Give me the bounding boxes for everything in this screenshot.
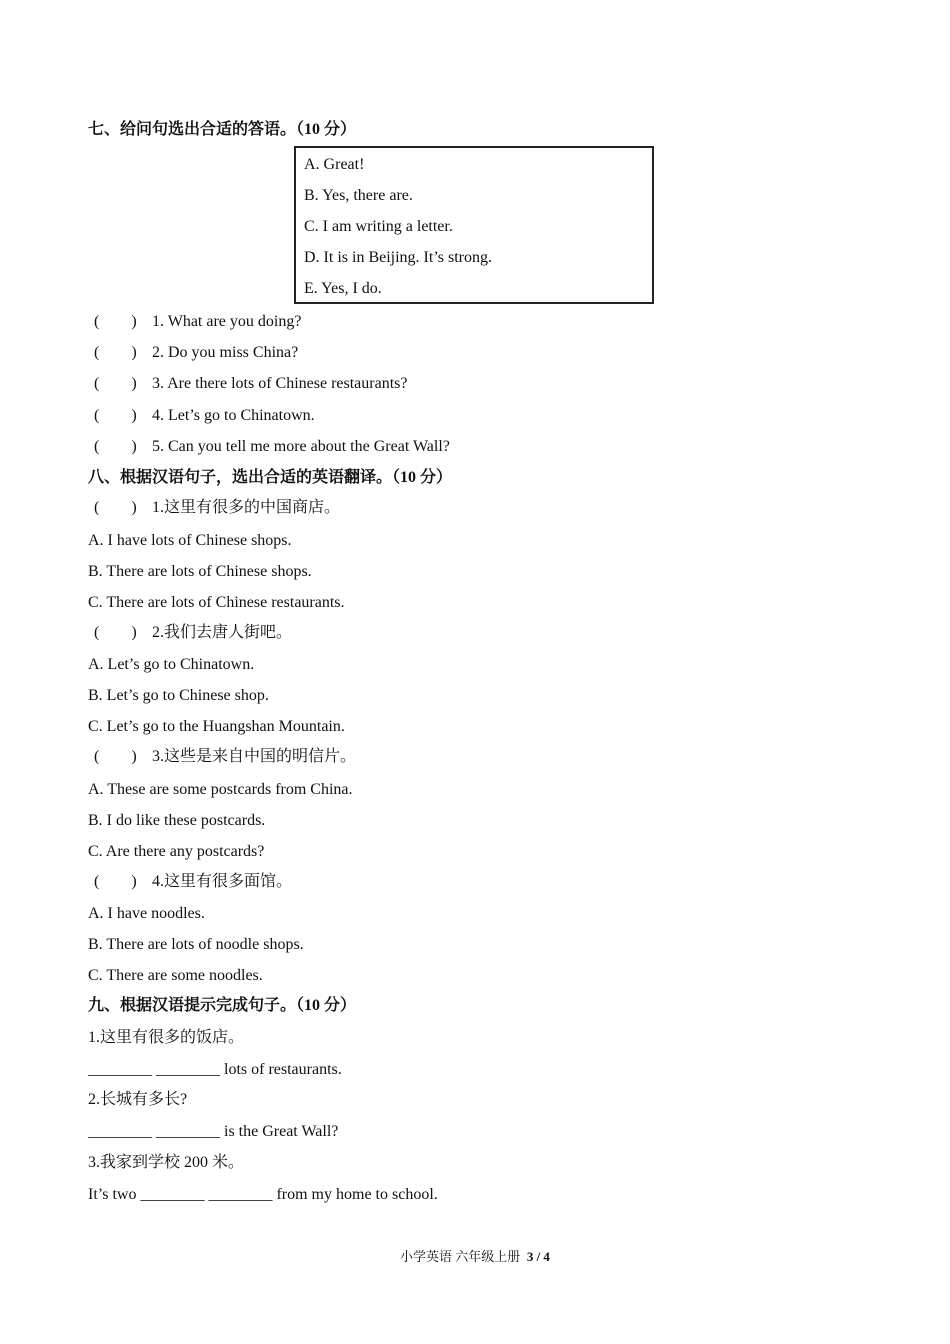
page-footer	[0, 1246, 950, 1265]
prompt-text: 2.我们去唐人街吧。	[152, 624, 293, 641]
translation-option: C. Are there any postcards?	[88, 843, 265, 860]
footer-subject: 小学英语 六年级上册	[400, 1249, 521, 1264]
translation-option: C. Let’s go to the Huangshan Mountain.	[88, 718, 345, 735]
completion-prompt: 3.我家到学校 200 米。	[88, 1154, 245, 1171]
translation-prompt	[94, 747, 356, 767]
translation-prompt	[94, 623, 292, 643]
answer-blank[interactable]: ( )	[94, 375, 137, 392]
question-row	[94, 343, 298, 363]
translation-option: A. Let’s go to Chinatown.	[88, 656, 255, 673]
answer-blank[interactable]: ( )	[94, 748, 137, 765]
prompt-text: 1.这里有很多的中国商店。	[152, 499, 341, 516]
translation-option: C. There are some noodles.	[88, 967, 263, 984]
translation-option: B. There are lots of Chinese shops.	[88, 563, 312, 580]
section-7-heading: 七、给问句选出合适的答语。（10 分）	[88, 121, 357, 138]
answer-blank[interactable]: ( )	[94, 407, 137, 424]
question-row	[94, 374, 407, 394]
translation-option: B. There are lots of noodle shops.	[88, 936, 304, 953]
answer-option-e: E. Yes, I do.	[304, 280, 382, 297]
question-row	[94, 312, 301, 332]
question-row	[94, 406, 315, 426]
answer-options-box	[294, 146, 654, 304]
completion-prompt: 1.这里有很多的饭店。	[88, 1029, 245, 1046]
answer-option-a: A. Great!	[304, 156, 365, 173]
completion-answer-line[interactable]: ________ ________ lots of restaurants.	[88, 1061, 342, 1078]
answer-blank[interactable]: ( )	[94, 499, 137, 516]
question-text: 4. Let’s go to Chinatown.	[152, 407, 315, 424]
question-text: 3. Are there lots of Chinese restaurants?	[152, 375, 408, 392]
translation-prompt	[94, 872, 292, 892]
question-text: 2. Do you miss China?	[152, 344, 299, 361]
answer-blank[interactable]: ( )	[94, 624, 137, 641]
translation-option: A. I have noodles.	[88, 905, 205, 922]
answer-option-d: D. It is in Beijing. It’s strong.	[304, 249, 492, 266]
translation-option: C. There are lots of Chinese restaurants.	[88, 594, 345, 611]
page-number: 3 / 4	[526, 1249, 550, 1264]
question-text: 1. What are you doing?	[152, 313, 302, 330]
section-9-heading: 九、根据汉语提示完成句子。（10 分）	[88, 997, 357, 1014]
completion-answer-line[interactable]: It’s two ________ ________ from my home to school.	[88, 1186, 438, 1203]
completion-prompt: 2.长城有多长?	[88, 1091, 188, 1108]
translation-option: A. I have lots of Chinese shops.	[88, 532, 292, 549]
completion-answer-line[interactable]: ________ ________ is the Great Wall?	[88, 1123, 339, 1140]
translation-option: A. These are some postcards from China.	[88, 781, 353, 798]
translation-option: B. I do like these postcards.	[88, 812, 266, 829]
question-text: 5. Can you tell me more about the Great Wall?	[152, 438, 450, 455]
answer-blank[interactable]: ( )	[94, 313, 137, 330]
answer-option-c: C. I am writing a letter.	[304, 218, 453, 235]
answer-blank[interactable]: ( )	[94, 873, 137, 890]
translation-prompt	[94, 498, 340, 518]
answer-option-b: B. Yes, there are.	[304, 187, 413, 204]
section-8-heading: 八、根据汉语句子，选出合适的英语翻译。（10 分）	[88, 469, 453, 486]
translation-option: B. Let’s go to Chinese shop.	[88, 687, 269, 704]
question-row	[94, 437, 450, 457]
answer-blank[interactable]: ( )	[94, 344, 137, 361]
prompt-text: 4.这里有很多面馆。	[152, 873, 293, 890]
answer-blank[interactable]: ( )	[94, 438, 137, 455]
prompt-text: 3.这些是来自中国的明信片。	[152, 748, 357, 765]
